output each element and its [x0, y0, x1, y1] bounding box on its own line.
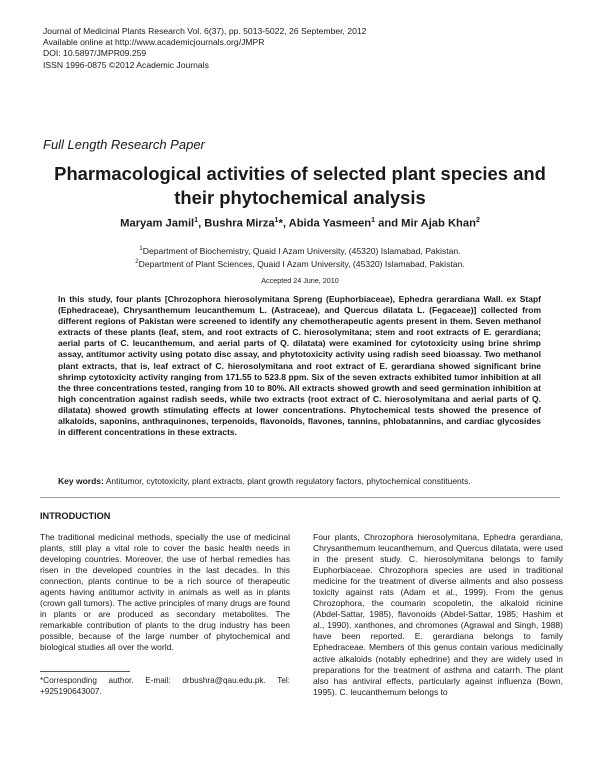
keywords	[58, 476, 541, 487]
body-column-right: Four plants, Chrozophora hierosolymitana, Ephedra gerardiana, Chrysanthemum leucanthemum, and Quercus dilatata, were used in the present study. C. hierosolymitana belongs to family Euphorbiaceae. Chrozophora species are used in traditional medicine for the treatment of diverse ailments and also possess toxicity against rats (Adam et al., 1999). From the genus Chrozophora, the coumarin scopoletin, the alkaloid ricinine (Abdel-Sattar, 1985), flavonoids (Abdel-Sattar, 1985; Hashim et al., 1990), xanthones, and chromones (Agrawal and Singh, 1988) have been reported. E. gerardiana belongs to family Ephedraceae. Members of this genus contain various medicinally active alkaloids (notably ephedrine) and they are widely used in preparations for the treatment of asthma and catarrh. The plant also has antiviral effects, particularly against influenza (Bown, 1995). C. leucanthemum belongs to	[313, 532, 563, 697]
affiliation-number: 1	[139, 246, 143, 252]
abstract: In this study, four plants [Chrozophora hierosolymitana Spreng (Euphorbiaceae), Ephedra gerardiana Wall. ex Stapf (Ephedraceae), Chrysanthemum leucanthemum L. (Astraceae), and Quercus dilatata L. (Fegaceae)] collected from different regions of Pakistan were screened to identify any chemotherapeutic agents present in them. Seven methanol extracts of these plants (leaf, stem, and root extracts of C. hierosolymitana; stem and root extracts of E. gerardiana; aerial parts of C. leucanthemum, and aerial parts of Q. dilatata) were examined for cytotoxicity using brine shrimp assay, antitumor activity using potato disc assay, and phytotoxicity activity using radish seed bioassay. Two methanol plant extracts, that is, leaf extract of C. hierosolymitana and root extract of E. gerardiana showed significant brine shrimp cytotoxicity activity ranging from 171.55 to 523.8 ppm. Six of the seven extracts exhibited tumor inhibition at all the three concentrations tested, ranging from 10 to 80%. All extracts showed growth and seed germination inhibition at high concentration against radish seeds, while two extracts (root extract of C. hierosolymitana and aerial parts of Q. dilatata) showed growth stimulating effects at lower concentrations. Phytochemical tests showed the presence of alkaloids, saponins, anthraquinones, terpenoids, flavonoids, flavones, tannins, phlobatannins, and cardiac glycosides in different concentrations in these extracts.	[58, 294, 541, 438]
divider	[40, 497, 560, 498]
journal-citation: Journal of Medicinal Plants Research Vol. 6(37), pp. 5013-5022, 26 September, 2012	[43, 26, 367, 36]
author-affiliation-mark: 1	[371, 217, 376, 224]
affiliation-line	[40, 244, 560, 257]
journal-doi: DOI: 10.5897/JMPR09.259	[43, 48, 147, 59]
author-list	[40, 217, 560, 230]
journal-header	[43, 26, 366, 71]
author-separator: and	[375, 217, 402, 230]
author-separator: ,	[198, 217, 205, 230]
author-separator: ,	[282, 217, 289, 230]
affiliations	[40, 244, 560, 271]
keywords-label: Key words:	[58, 476, 104, 486]
journal-issn: ISSN 1996-0875 ©2012 Academic Journals	[43, 59, 209, 70]
author-name: Abida Yasmeen	[288, 217, 372, 230]
affiliation-line	[40, 257, 560, 270]
journal-url: Available online at http://www.academicjournals.org/JMPR	[43, 37, 265, 48]
affiliation-text: Department of Biochemistry, Quaid I Azam University, (45320) Islamabad, Pakistan.	[142, 245, 461, 256]
author-affiliation-mark: 1	[194, 217, 199, 224]
author-name: Maryam Jamil	[120, 217, 195, 230]
paper-type: Full Length Research Paper	[43, 137, 205, 152]
affiliation-text: Department of Plant Sciences, Quaid I Azam University, (45320) Islamabad, Pakistan.	[138, 259, 465, 270]
paper-title: Pharmacological activities of selected plant species and their phytochemical analysis	[54, 163, 546, 208]
body-column-left: The traditional medicinal methods, specially the use of medicinal plants, still play a vital role to cover the basic health needs in developing countries. Moreover, the use of herbal remedies has risen in the developed countries in the last decades. In this connection, plants continue to be a rich source of therapeutic agents having antitumor activity in animals as well as in plants (crown gall tumors). The active principles of many drugs are found in plants or are produced as secondary metabolites. The remarkable contribution of plants to the drug industry has been possible, because of the large number of phytochemical and biological studies all over the world.	[40, 532, 290, 653]
keywords-text: Antitumor, cytotoxicity, plant extracts, plant growth regulatory factors, phytochemical constituents.	[103, 476, 471, 486]
author-affiliation-mark: 2	[475, 217, 480, 224]
author-affiliation-mark: 1	[274, 217, 279, 224]
corresponding-author-footnote: *Corresponding author. E-mail: drbushra@qau.edu.pk. Tel: +925190643007.	[40, 676, 290, 696]
section-heading-introduction: INTRODUCTION	[40, 511, 111, 521]
affiliation-number: 2	[135, 259, 139, 266]
accepted-date: Accepted 24 June, 2010	[261, 276, 339, 285]
corresponding-mark: *	[278, 217, 283, 230]
author-name: Bushra Mirza	[204, 217, 275, 230]
footnote-divider	[40, 671, 130, 672]
author-name: Mir Ajab Khan	[401, 217, 476, 230]
